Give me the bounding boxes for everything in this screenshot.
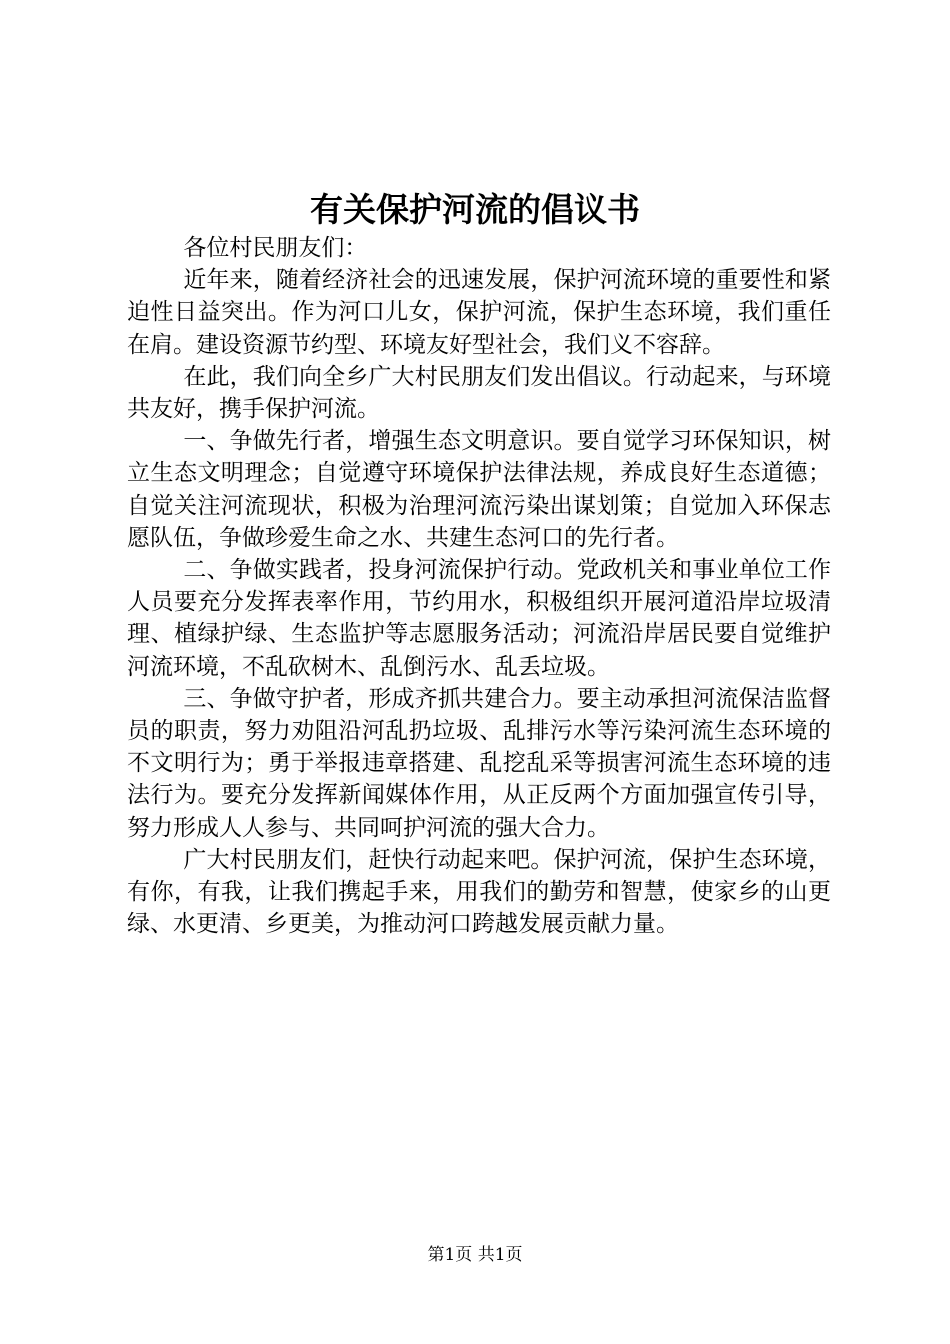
paragraph-intro: 近年来，随着经济社会的迅速发展，保护河流环境的重要性和紧迫性日益突出。作为河口儿女，保护河流，保护生态环境，我们重任在肩。建设资源节约型、环境友好型社会，我们义不容辞。: [127, 267, 831, 358]
document-title: 有关保护河流的倡议书: [310, 190, 640, 229]
paragraph-point-one: 一、争做先行者，增强生态文明意识。要自觉学习环保知识，树立生态文明理念；自觉遵守环境保护法律法规，养成良好生态道德；自觉关注河流现状，积极为治理河流污染出谋划策；自觉加入环保志愿队伍，争做珍爱生命之水、共建生态河口的先行者。: [127, 428, 831, 551]
document-body: [127, 232, 831, 940]
paragraph-point-three: 三、争做守护者，形成齐抓共建合力。要主动承担河流保洁监督员的职责，努力劝阻沿河乱扔垃圾、乱排污水等污染河流生态环境的不文明行为；勇于举报违章搭建、乱挖乱采等损害河流生态环境的违法行为。要充分发挥新闻媒体作用，从正反两个方面加强宣传引导，努力形成人人参与、共同呵护河流的强大合力。: [127, 685, 831, 841]
salutation: 各位村民朋友们：: [183, 235, 368, 261]
paragraph-closing: 广大村民朋友们，赶快行动起来吧。保护河流，保护生态环境，有你，有我，让我们携起手来，用我们的勤劳和智慧，使家乡的山更绿、水更清、乡更美，为推动河口跨越发展贡献力量。: [127, 846, 831, 938]
paragraph-call: 在此，我们向全乡广大村民朋友们发出倡议。行动起来，与环境共友好，携手保护河流。: [127, 363, 831, 423]
paragraph-point-two: 二、争做实践者，投身河流保护行动。党政机关和事业单位工作人员要充分发挥表率作用，节约用水，积极组织开展河道沿岸垃圾清理、植绿护绿、生态监护等志愿服务活动；河流沿岸居民要自觉维护河流环境，不乱砍树木、乱倒污水、乱丢垃圾。: [127, 557, 831, 680]
page-footer: 第1页 共1页: [427, 1245, 523, 1265]
